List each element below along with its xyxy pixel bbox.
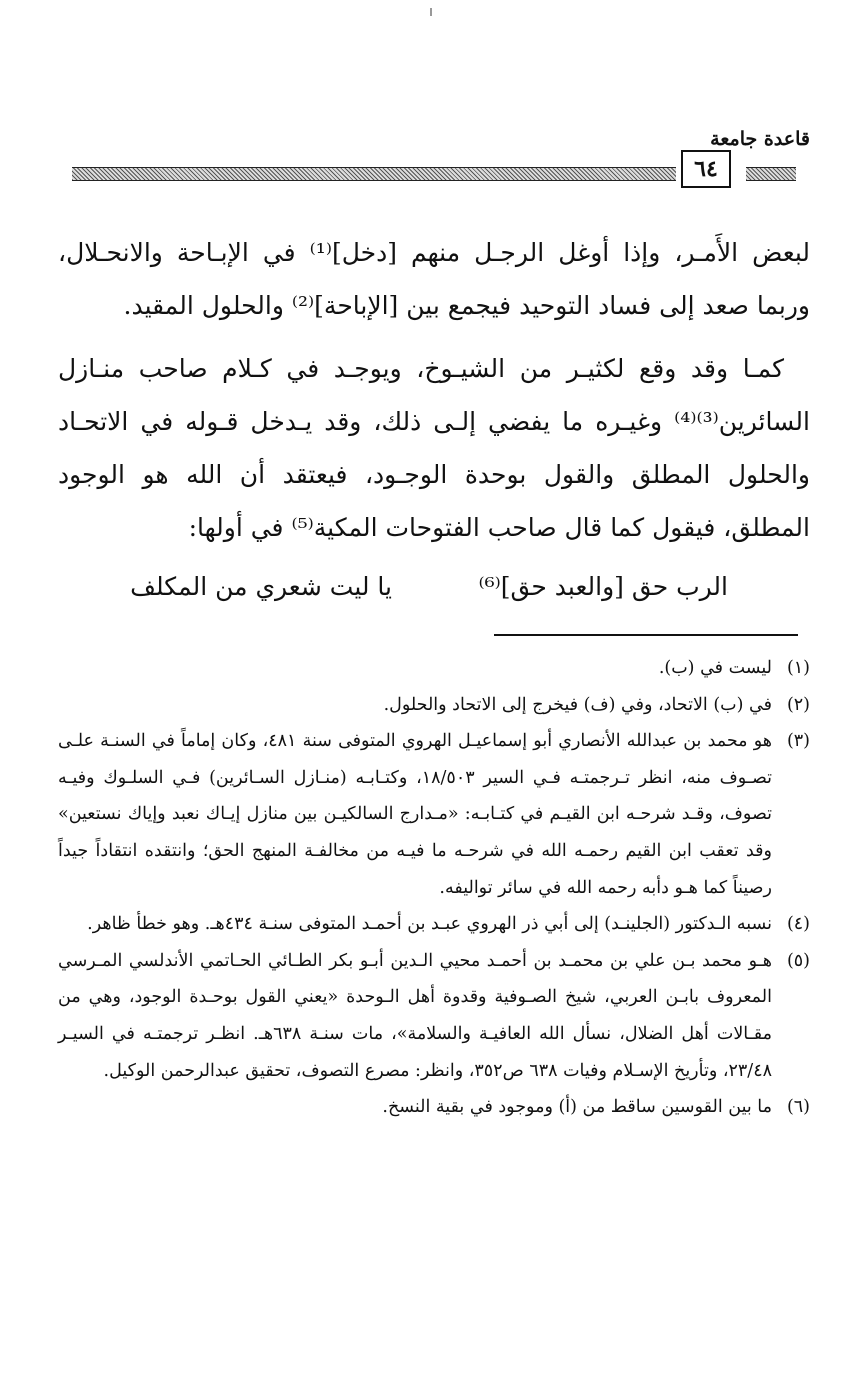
poetry-verse — [58, 564, 810, 614]
header-stripe-left — [72, 167, 676, 181]
footnote-number: (٥) — [786, 950, 810, 971]
footnote-4 — [58, 906, 810, 943]
footnote-number: (٢) — [786, 694, 810, 715]
footnote-text: ما بين القوسين ساقط من (أ) وموجود في بقية النسخ. — [382, 1097, 772, 1118]
running-title: قاعدة جامعة — [710, 128, 810, 150]
body-paragraph-1: لبعض الأَمـر، وإذا أوغل الرجـل منهم [دخل]⁽¹⁾ في الإبـاحة والانحـلال، وربما صعد إلى فساد التوحيد فيجمع بين [الإباحة]⁽²⁾ والحلول المقيد. — [58, 238, 810, 320]
page-number: ٦٤ — [681, 150, 731, 188]
footnote-number: (١) — [786, 658, 810, 678]
footnote-2 — [58, 687, 810, 724]
footnote-5 — [58, 943, 810, 1089]
footnote-separator — [494, 634, 798, 636]
verse-second-hemistich: يا ليت شعري من المكلف — [130, 572, 392, 601]
footnote-text: نسبه الـدكتور (الجلينـد) إلى أبي ذر الهروي عبـد بن أحمـد المتوفى سنـة ٤٣٤هـ. وهو خطأ ظاهر. — [87, 914, 772, 935]
footnotes — [58, 650, 810, 1126]
footnote-text: هـو محمد بـن علي بن محمـد بن أحمـد محيي الـدين أبـو بكر الطـائي الحـاتمي الأندلسي المـرسي المعروف بابـن العربي، شيخ الصـوفية وقدوة أهل الـوحدة «يعني القول بوحـدة الوجود، وهي من مقـالات أهل الضلال، نسأل الله العافيـة والسلامة»، مات سنـة ٦٣٨هـ. انظـر ترجمتـه في السيـر ٢٣/٤٨، وتأريخ الإسـلام وفيات ٦٣٨ ص٣٥٢، وانظر: مصرع التصوف، تحقيق عبدالرحمن الوكيل. — [58, 950, 772, 1081]
footnote-6 — [58, 1089, 810, 1126]
footnote-text: هو محمد بن عبدالله الأنصاري أبو إسماعيـل الهروي المتوفى سنة ٤٨١، وكان إماماً في السنـة علـى تصـوف منه، انظر تـرجمتـه فـي السير ١٨/٥٠٣، وكتـابـه (منـازل السـائرين) فـي السلـوك وفيـه تصوف، وقـد شرحـه ابن القيـم في كتـابـه: «مـدارج السالكيـن بين منازل إيـاك نعبد وإياك نستعين» وقد تعقب ابن القيم رحمـه الله في شرحـه ما فيـه من مخالفـة المنهج الحق؛ وانتقده انتقاداً جيداً رصيناً كما هـو دأبه رحمه الله في سائر تواليفه. — [58, 731, 772, 898]
header-stripe-right — [746, 167, 796, 181]
footnote-number: (٣) — [786, 731, 810, 752]
body-paragraph-2: كمـا وقد وقع لكثيـر من الشيـوخ، ويوجـد في كـلام صاحب منـازل السائرين⁽³⁾⁽⁴⁾ وغيـره ما يفضي إلـى ذلك، وقد يـدخل قـوله في الاتحـاد والحلول المطلق والقول بوحدة الوجـود، فيعتقد أن الله هو الوجود المطلق، فيقول كما قال صاحب الفتوحات المكية⁽⁵⁾ في أولها: — [58, 354, 810, 542]
footnote-number: (٤) — [786, 914, 810, 935]
footnote-text: ليست في (ب). — [658, 658, 772, 678]
footnote-3 — [58, 723, 810, 906]
verse-first-hemistich: الرب حق [والعبد حق]⁽⁶⁾ — [478, 572, 728, 601]
footnote-1 — [58, 650, 810, 687]
crop-mark — [430, 8, 432, 16]
footnote-number: (٦) — [786, 1097, 810, 1118]
footnote-text: في (ب) الاتحاد، وفي (ف) فيخرج إلى الاتحاد والحلول. — [383, 694, 772, 715]
